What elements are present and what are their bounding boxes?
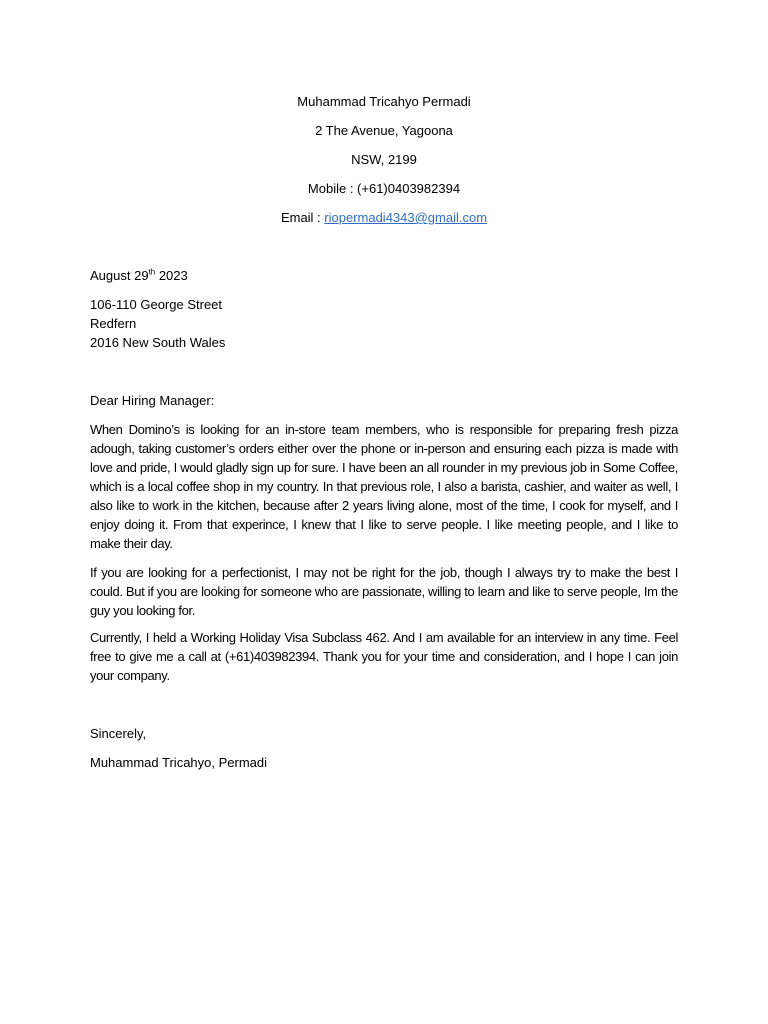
date-suffix: th (148, 267, 156, 277)
body-paragraph-3: Currently, I held a Working Holiday Visa Subclass 462. And I am available for an interview in any time. Feel free to give me a call at (+61)403982394. Thank you for your time and consideration, and I hope I can join your company. (90, 630, 678, 683)
recipient-street: 106-110 George Street (90, 297, 223, 312)
recipient-suburb: Redfern (90, 316, 137, 331)
closing: Sincerely, (90, 726, 147, 741)
sender-header (0, 93, 768, 238)
sender-email (0, 209, 768, 238)
date-year: 2023 (155, 268, 188, 283)
sender-name: Muhammad Tricahyo Permadi (297, 94, 471, 109)
sender-state-postcode: NSW, 2199 (351, 152, 417, 167)
email-link[interactable]: riopermadi4343@gmail.com (324, 210, 488, 225)
body-paragraph-1: When Domino’s is looking for an in-store team members, who is responsible for preparing fresh pizza adough, taking customer’s orders either over the phone or in-person and ensuring each pizza is made with love and pride, I would gladly sign up for sure. I have been an all rounder in my previous job in Some Coffee, which is a local coffee shop in my country. In that previous role, I also a barista, cashier, and waiter as well, I also like to work in the kitchen, because after 2 years living alone, most of the time, I cook for myself, and I enjoy doing it. From that experince, I knew that I like to serve people. I like meeting people, and I like to make their day. (90, 422, 678, 551)
letter-date (90, 266, 678, 285)
signature-name: Muhammad Tricahyo, Permadi (90, 755, 268, 770)
salutation: Dear Hiring Manager: (90, 393, 215, 408)
sender-street: 2 The Avenue, Yagoona (315, 123, 453, 138)
sender-mobile: Mobile : (+61)0403982394 (307, 181, 461, 196)
date-month-day: August 29 (90, 268, 149, 283)
body-paragraph-2: If you are looking for a perfectionist, I may not be right for the job, though I always try to make the best I could. But if you are looking for someone who are passionate, willing to learn and like to serve people, Im the guy you looking for. (90, 565, 678, 618)
email-label: Email : (280, 210, 325, 225)
recipient-address (90, 295, 678, 352)
recipient-postcode-state: 2016 New South Wales (90, 335, 226, 350)
